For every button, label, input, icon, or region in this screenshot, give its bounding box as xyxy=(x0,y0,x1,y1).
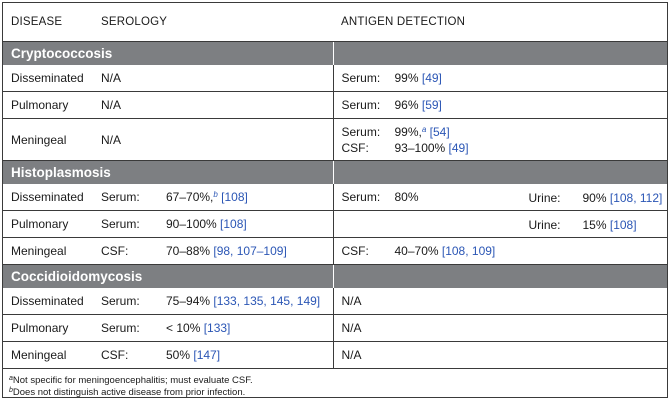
table-row xyxy=(3,342,668,369)
specimen-label: Serum: xyxy=(101,321,140,335)
specimen-label: CSF: xyxy=(341,140,369,155)
table-row xyxy=(3,288,668,315)
reference-link[interactable]: [98, 107–109] xyxy=(213,244,287,258)
disease-cell: Pulmonary xyxy=(3,211,93,238)
specimen-label: Urine: xyxy=(528,218,561,232)
reference-link[interactable]: [108] xyxy=(609,218,637,232)
table-row xyxy=(3,65,668,92)
sensitivity-value: 96% xyxy=(394,98,422,112)
sensitivity-value: 70–88% xyxy=(166,244,214,258)
reference-link[interactable]: [54] xyxy=(426,124,450,139)
table-frame xyxy=(2,2,668,398)
reference-link[interactable]: [49] xyxy=(421,71,442,85)
table-row xyxy=(3,184,668,211)
table-header xyxy=(3,3,668,42)
footnote-b xyxy=(9,387,667,399)
sensitivity-value: 93–100% xyxy=(394,140,449,155)
specimen-label: CSF: xyxy=(101,348,129,362)
section-histoplasmosis xyxy=(3,161,668,185)
sensitivity-value: 67–70%, xyxy=(166,190,214,204)
antigen-cell: N/A xyxy=(333,315,668,342)
antigen-cell xyxy=(333,211,668,238)
footnote-text: Does not distinguish active disease from prior infection. xyxy=(12,386,246,398)
specimen-label: Serum: xyxy=(341,71,381,85)
section-coccidioidomycosis xyxy=(3,265,668,289)
footnote-marker: b xyxy=(9,386,13,394)
table-row xyxy=(3,92,668,119)
serology-cell xyxy=(93,315,333,342)
antigen-cell: N/A xyxy=(333,342,668,369)
header-serology: SEROLOGY xyxy=(93,3,333,42)
specimen-label: CSF: xyxy=(341,244,369,258)
disease-cell: Pulmonary xyxy=(3,315,93,342)
antigen-cell xyxy=(333,119,668,161)
section-cryptococcosis xyxy=(3,42,668,66)
footnote-marker[interactable]: a xyxy=(421,124,427,134)
table-row xyxy=(3,211,668,238)
specimen-label: Serum: xyxy=(101,294,140,308)
reference-link[interactable]: [133] xyxy=(203,321,231,335)
serology-cell xyxy=(93,238,333,265)
header-antigen-detection: ANTIGEN DETECTION xyxy=(333,3,668,42)
specimen-label: Serum: xyxy=(341,190,381,204)
sensitivity-value: 75–94% xyxy=(166,294,214,308)
sensitivity-value: 99% xyxy=(394,71,422,85)
reference-link[interactable]: [108, 112] xyxy=(609,191,663,205)
table-row xyxy=(3,119,668,161)
disease-cell: Meningeal xyxy=(3,238,93,265)
footnote-marker: a xyxy=(9,375,13,382)
specimen-label: Serum: xyxy=(341,98,381,112)
disease-cell: Disseminated xyxy=(3,65,93,92)
antigen-cell xyxy=(333,92,668,119)
sensitivity-value: < 10% xyxy=(166,321,204,335)
sensitivity-value: 90% xyxy=(582,191,610,205)
serology-cell xyxy=(93,211,333,238)
sensitivity-value: 40–70% xyxy=(394,244,442,258)
urine-result xyxy=(529,218,637,232)
sensitivity-value: 80% xyxy=(394,190,419,204)
footnote-a xyxy=(9,375,667,387)
sensitivity-value: 90–100% xyxy=(166,217,221,231)
serology-cell: N/A xyxy=(93,119,333,161)
serology-cell xyxy=(93,342,333,369)
reference-link[interactable]: [108] xyxy=(220,217,247,231)
sensitivity-value: 50% xyxy=(166,348,194,362)
diagnostic-table xyxy=(3,3,668,369)
specimen-label: Urine: xyxy=(528,191,561,205)
reference-link[interactable]: [147] xyxy=(193,348,221,362)
disease-cell: Pulmonary xyxy=(3,92,93,119)
specimen-label: Serum: xyxy=(341,124,381,139)
table-row xyxy=(3,238,668,265)
reference-link[interactable]: [133, 135, 145, 149] xyxy=(213,294,321,308)
disease-cell: Meningeal xyxy=(3,342,93,369)
section-title: Histoplasmosis xyxy=(3,161,333,185)
antigen-cell xyxy=(333,65,668,92)
reference-link[interactable]: [108] xyxy=(217,190,248,204)
section-title: Coccidioidomycosis xyxy=(3,265,333,289)
antigen-cell: N/A xyxy=(333,288,668,315)
footnote-text: Not specific for meningoencephalitis; must evaluate CSF. xyxy=(12,375,253,386)
table-row xyxy=(3,315,668,342)
specimen-label: CSF: xyxy=(101,244,129,258)
serology-cell: N/A xyxy=(93,92,333,119)
footnote-marker[interactable]: b xyxy=(213,190,218,199)
section-title: Cryptococcosis xyxy=(3,42,333,66)
specimen-label: Serum: xyxy=(101,217,140,231)
antigen-cell xyxy=(333,238,668,265)
disease-cell: Disseminated xyxy=(3,184,93,211)
disease-cell: Meningeal xyxy=(3,119,93,161)
reference-link[interactable]: [49] xyxy=(448,140,469,155)
footnotes xyxy=(3,369,667,398)
specimen-label: Serum: xyxy=(101,190,140,204)
sensitivity-value: 99%, xyxy=(394,124,422,139)
serology-cell xyxy=(93,184,333,211)
urine-result xyxy=(529,191,663,205)
header-disease: DISEASE xyxy=(3,3,93,42)
antigen-cell xyxy=(333,184,668,211)
serology-cell: N/A xyxy=(93,65,333,92)
reference-link[interactable]: [108, 109] xyxy=(441,244,496,258)
reference-link[interactable]: [59] xyxy=(421,98,442,112)
disease-cell: Disseminated xyxy=(3,288,93,315)
sensitivity-value: 15% xyxy=(582,218,610,232)
serology-cell xyxy=(93,288,333,315)
